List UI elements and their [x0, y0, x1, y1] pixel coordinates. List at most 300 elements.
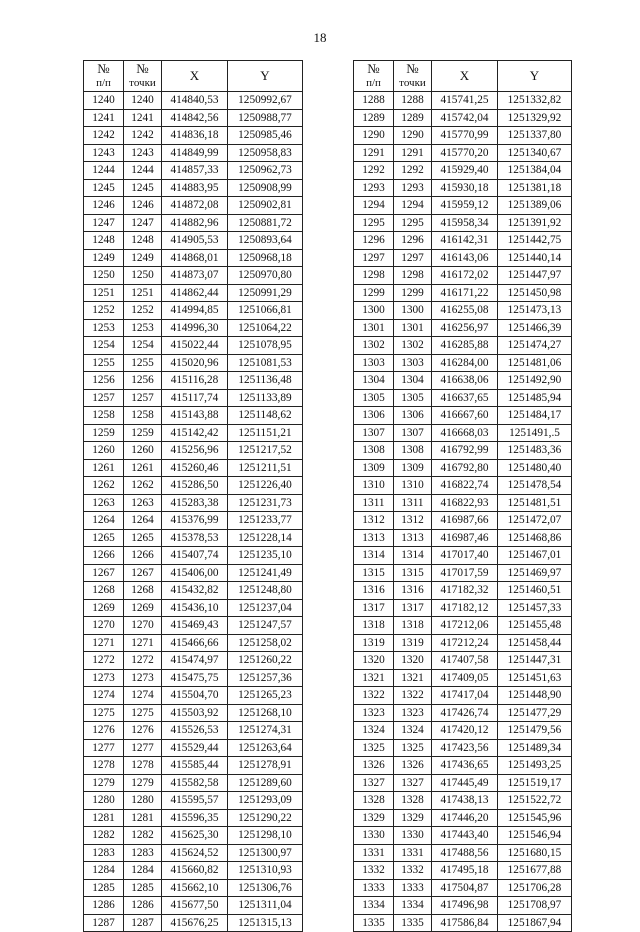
cell-point-number: 1333	[394, 879, 432, 897]
cell-y: 1251708,97	[498, 897, 572, 915]
table-row	[354, 459, 572, 477]
table-row	[354, 634, 572, 652]
cell-x: 415466,66	[162, 634, 228, 652]
cell-row-number: 1246	[84, 197, 124, 215]
table-row	[84, 389, 303, 407]
cell-point-number: 1289	[394, 109, 432, 127]
cell-row-number: 1273	[84, 669, 124, 687]
cell-x: 415432,82	[162, 582, 228, 600]
cell-x: 416792,80	[432, 459, 498, 477]
cell-y: 1251151,21	[228, 424, 303, 442]
cell-row-number: 1256	[84, 372, 124, 390]
cell-x: 414840,53	[162, 92, 228, 110]
cell-y: 1251290,22	[228, 809, 303, 827]
cell-x: 415662,10	[162, 879, 228, 897]
cell-point-number: 1293	[394, 179, 432, 197]
cell-y: 1250902,81	[228, 197, 303, 215]
cell-x: 415624,52	[162, 844, 228, 862]
cell-row-number: 1303	[354, 354, 394, 372]
cell-row-number: 1247	[84, 214, 124, 232]
cell-x: 417436,65	[432, 757, 498, 775]
header-y: Y	[228, 61, 303, 92]
table-row	[354, 214, 572, 232]
table-row	[84, 792, 303, 810]
cell-y: 1251481,51	[498, 494, 572, 512]
cell-x: 414842,56	[162, 109, 228, 127]
table-row	[354, 512, 572, 530]
cell-point-number: 1243	[124, 144, 162, 162]
cell-point-number: 1331	[394, 844, 432, 862]
table-row	[84, 774, 303, 792]
cell-row-number: 1292	[354, 162, 394, 180]
cell-point-number: 1271	[124, 634, 162, 652]
cell-y: 1251332,82	[498, 92, 572, 110]
cell-row-number: 1326	[354, 757, 394, 775]
cell-y: 1251133,89	[228, 389, 303, 407]
cell-y: 1251473,13	[498, 302, 572, 320]
cell-point-number: 1288	[394, 92, 432, 110]
cell-y: 1251337,80	[498, 127, 572, 145]
cell-row-number: 1259	[84, 424, 124, 442]
cell-y: 1251491,.5	[498, 424, 572, 442]
cell-point-number: 1316	[394, 582, 432, 600]
cell-point-number: 1320	[394, 652, 432, 670]
cell-point-number: 1273	[124, 669, 162, 687]
cell-x: 417445,49	[432, 774, 498, 792]
cell-row-number: 1293	[354, 179, 394, 197]
cell-y: 1250893,64	[228, 232, 303, 250]
cell-x: 417407,58	[432, 652, 498, 670]
table-row	[354, 757, 572, 775]
cell-point-number: 1307	[394, 424, 432, 442]
cell-y: 1251519,17	[498, 774, 572, 792]
cell-point-number: 1328	[394, 792, 432, 810]
table-row	[84, 599, 303, 617]
cell-row-number: 1294	[354, 197, 394, 215]
cell-point-number: 1270	[124, 617, 162, 635]
cell-x: 416142,31	[432, 232, 498, 250]
cell-y: 1251455,48	[498, 617, 572, 635]
cell-row-number: 1306	[354, 407, 394, 425]
cell-x: 417488,56	[432, 844, 498, 862]
table-row	[354, 564, 572, 582]
table-row	[354, 424, 572, 442]
table-row	[84, 127, 303, 145]
cell-point-number: 1291	[394, 144, 432, 162]
cell-y: 1250991,29	[228, 284, 303, 302]
table-row	[84, 827, 303, 845]
cell-row-number: 1282	[84, 827, 124, 845]
cell-point-number: 1256	[124, 372, 162, 390]
cell-row-number: 1313	[354, 529, 394, 547]
cell-point-number: 1247	[124, 214, 162, 232]
cell-row-number: 1300	[354, 302, 394, 320]
table-row	[354, 722, 572, 740]
cell-x: 417423,56	[432, 739, 498, 757]
cell-y: 1251329,92	[498, 109, 572, 127]
table-row	[354, 372, 572, 390]
cell-row-number: 1298	[354, 267, 394, 285]
cell-x: 415503,92	[162, 704, 228, 722]
cell-x: 415504,70	[162, 687, 228, 705]
table-row	[354, 442, 572, 460]
cell-x: 415474,97	[162, 652, 228, 670]
cell-row-number: 1278	[84, 757, 124, 775]
cell-x: 415260,46	[162, 459, 228, 477]
cell-y: 1251226,40	[228, 477, 303, 495]
cell-point-number: 1283	[124, 844, 162, 862]
table-row	[84, 897, 303, 915]
table-row	[354, 739, 572, 757]
cell-y: 1251310,93	[228, 862, 303, 880]
cell-point-number: 1313	[394, 529, 432, 547]
table-row	[84, 862, 303, 880]
cell-point-number: 1261	[124, 459, 162, 477]
cell-point-number: 1287	[124, 914, 162, 932]
cell-x: 417212,06	[432, 617, 498, 635]
cell-y: 1251258,02	[228, 634, 303, 652]
cell-row-number: 1301	[354, 319, 394, 337]
cell-point-number: 1278	[124, 757, 162, 775]
cell-row-number: 1257	[84, 389, 124, 407]
table-row	[84, 232, 303, 250]
cell-y: 1250992,67	[228, 92, 303, 110]
cell-row-number: 1276	[84, 722, 124, 740]
cell-x: 415677,50	[162, 897, 228, 915]
cell-x: 414882,96	[162, 214, 228, 232]
cell-point-number: 1330	[394, 827, 432, 845]
cell-x: 414836,18	[162, 127, 228, 145]
cell-row-number: 1277	[84, 739, 124, 757]
cell-x: 414996,30	[162, 319, 228, 337]
table-row	[84, 687, 303, 705]
cell-y: 1251078,95	[228, 337, 303, 355]
cell-y: 1251472,07	[498, 512, 572, 530]
cell-x: 415582,58	[162, 774, 228, 792]
table-row	[354, 302, 572, 320]
cell-x: 415959,12	[432, 197, 498, 215]
cell-y: 1251300,97	[228, 844, 303, 862]
cell-x: 417496,98	[432, 897, 498, 915]
cell-x: 416637,65	[432, 389, 498, 407]
cell-point-number: 1290	[394, 127, 432, 145]
cell-point-number: 1323	[394, 704, 432, 722]
cell-y: 1251257,36	[228, 669, 303, 687]
cell-point-number: 1304	[394, 372, 432, 390]
cell-y: 1251311,04	[228, 897, 303, 915]
cell-point-number: 1315	[394, 564, 432, 582]
cell-point-number: 1246	[124, 197, 162, 215]
cell-y: 1251391,92	[498, 214, 572, 232]
cell-point-number: 1300	[394, 302, 432, 320]
cell-point-number: 1306	[394, 407, 432, 425]
cell-point-number: 1312	[394, 512, 432, 530]
cell-x: 415585,44	[162, 757, 228, 775]
cell-row-number: 1322	[354, 687, 394, 705]
cell-point-number: 1305	[394, 389, 432, 407]
cell-x: 417182,12	[432, 599, 498, 617]
cell-x: 415958,34	[432, 214, 498, 232]
cell-x: 414857,33	[162, 162, 228, 180]
table-row	[354, 284, 572, 302]
cell-x: 417417,04	[432, 687, 498, 705]
cell-y: 1251480,40	[498, 459, 572, 477]
cell-y: 1251546,94	[498, 827, 572, 845]
cell-x: 417212,24	[432, 634, 498, 652]
cell-row-number: 1287	[84, 914, 124, 932]
cell-y: 1251474,27	[498, 337, 572, 355]
cell-row-number: 1245	[84, 179, 124, 197]
cell-point-number: 1299	[394, 284, 432, 302]
cell-row-number: 1323	[354, 704, 394, 722]
cell-y: 1250908,99	[228, 179, 303, 197]
cell-point-number: 1264	[124, 512, 162, 530]
cell-point-number: 1259	[124, 424, 162, 442]
table-row	[354, 844, 572, 862]
cell-y: 1251484,17	[498, 407, 572, 425]
cell-y: 1251231,73	[228, 494, 303, 512]
cell-y: 1251677,88	[498, 862, 572, 880]
cell-x: 416822,74	[432, 477, 498, 495]
cell-point-number: 1272	[124, 652, 162, 670]
table-row	[354, 879, 572, 897]
table-row	[84, 757, 303, 775]
cell-x: 417420,12	[432, 722, 498, 740]
cell-y: 1251522,72	[498, 792, 572, 810]
table-row	[354, 617, 572, 635]
cell-x: 417017,40	[432, 547, 498, 565]
table-row	[84, 722, 303, 740]
cell-y: 1251442,75	[498, 232, 572, 250]
table-row	[354, 407, 572, 425]
cell-row-number: 1267	[84, 564, 124, 582]
cell-point-number: 1280	[124, 792, 162, 810]
cell-y: 1251248,80	[228, 582, 303, 600]
cell-x: 415660,82	[162, 862, 228, 880]
cell-row-number: 1286	[84, 897, 124, 915]
cell-row-number: 1290	[354, 127, 394, 145]
cell-row-number: 1258	[84, 407, 124, 425]
cell-point-number: 1275	[124, 704, 162, 722]
cell-point-number: 1314	[394, 547, 432, 565]
cell-x: 417017,59	[432, 564, 498, 582]
table-row	[354, 669, 572, 687]
cell-row-number: 1251	[84, 284, 124, 302]
cell-y: 1251289,60	[228, 774, 303, 792]
table-row	[84, 512, 303, 530]
cell-y: 1251489,34	[498, 739, 572, 757]
cell-point-number: 1262	[124, 477, 162, 495]
cell-row-number: 1310	[354, 477, 394, 495]
cell-point-number: 1248	[124, 232, 162, 250]
cell-y: 1251247,57	[228, 617, 303, 635]
cell-point-number: 1285	[124, 879, 162, 897]
table-row	[84, 442, 303, 460]
table-row	[354, 92, 572, 110]
cell-point-number: 1296	[394, 232, 432, 250]
cell-y: 1251148,62	[228, 407, 303, 425]
cell-row-number: 1243	[84, 144, 124, 162]
cell-y: 1251306,76	[228, 879, 303, 897]
cell-y: 1251469,97	[498, 564, 572, 582]
cell-row-number: 1249	[84, 249, 124, 267]
cell-y: 1250962,73	[228, 162, 303, 180]
cell-y: 1251263,64	[228, 739, 303, 757]
cell-point-number: 1260	[124, 442, 162, 460]
table-row	[84, 582, 303, 600]
cell-y: 1251477,29	[498, 704, 572, 722]
cell-y: 1251447,97	[498, 267, 572, 285]
cell-y: 1251293,09	[228, 792, 303, 810]
table-row	[354, 914, 572, 932]
cell-row-number: 1333	[354, 879, 394, 897]
table-row	[354, 249, 572, 267]
cell-y: 1251315,13	[228, 914, 303, 932]
cell-y: 1251479,56	[498, 722, 572, 740]
cell-x: 415407,74	[162, 547, 228, 565]
cell-point-number: 1301	[394, 319, 432, 337]
cell-x: 417495,18	[432, 862, 498, 880]
cell-x: 415469,43	[162, 617, 228, 635]
cell-x: 414873,07	[162, 267, 228, 285]
cell-y: 1250958,83	[228, 144, 303, 162]
cell-y: 1251468,86	[498, 529, 572, 547]
cell-point-number: 1257	[124, 389, 162, 407]
cell-x: 414905,53	[162, 232, 228, 250]
table-row	[354, 529, 572, 547]
cell-row-number: 1264	[84, 512, 124, 530]
cell-y: 1251478,54	[498, 477, 572, 495]
table-row	[354, 337, 572, 355]
cell-point-number: 1292	[394, 162, 432, 180]
cell-point-number: 1251	[124, 284, 162, 302]
cell-row-number: 1271	[84, 634, 124, 652]
cell-y: 1251440,14	[498, 249, 572, 267]
table-row	[84, 109, 303, 127]
table-row	[84, 477, 303, 495]
cell-x: 415741,25	[432, 92, 498, 110]
table-row	[84, 652, 303, 670]
cell-x: 416285,88	[432, 337, 498, 355]
cell-point-number: 1258	[124, 407, 162, 425]
table-row	[84, 739, 303, 757]
cell-y: 1250988,77	[228, 109, 303, 127]
table-row	[354, 197, 572, 215]
cell-x: 417446,20	[432, 809, 498, 827]
cell-point-number: 1325	[394, 739, 432, 757]
cell-row-number: 1270	[84, 617, 124, 635]
cell-row-number: 1304	[354, 372, 394, 390]
cell-y: 1251274,31	[228, 722, 303, 740]
cell-y: 1251235,10	[228, 547, 303, 565]
cell-row-number: 1281	[84, 809, 124, 827]
header-row-number: № п/п	[84, 61, 124, 92]
cell-row-number: 1296	[354, 232, 394, 250]
cell-x: 415436,10	[162, 599, 228, 617]
cell-row-number: 1268	[84, 582, 124, 600]
cell-point-number: 1322	[394, 687, 432, 705]
cell-row-number: 1307	[354, 424, 394, 442]
cell-row-number: 1250	[84, 267, 124, 285]
cell-x: 415770,99	[432, 127, 498, 145]
cell-row-number: 1327	[354, 774, 394, 792]
cell-row-number: 1269	[84, 599, 124, 617]
table-row	[84, 162, 303, 180]
coordinates-table-right	[353, 60, 572, 932]
cell-row-number: 1255	[84, 354, 124, 372]
cell-x: 416256,97	[432, 319, 498, 337]
table-row	[84, 547, 303, 565]
table-row	[84, 634, 303, 652]
cell-x: 415676,25	[162, 914, 228, 932]
table-row	[84, 529, 303, 547]
cell-x: 414994,85	[162, 302, 228, 320]
cell-x: 417426,74	[432, 704, 498, 722]
cell-y: 1251340,67	[498, 144, 572, 162]
cell-y: 1251268,10	[228, 704, 303, 722]
table-row	[354, 179, 572, 197]
cell-y: 1251265,23	[228, 687, 303, 705]
cell-point-number: 1324	[394, 722, 432, 740]
cell-point-number: 1303	[394, 354, 432, 372]
table-row	[84, 704, 303, 722]
table-row	[84, 372, 303, 390]
cell-row-number: 1262	[84, 477, 124, 495]
cell-row-number: 1253	[84, 319, 124, 337]
table-row	[84, 407, 303, 425]
cell-row-number: 1265	[84, 529, 124, 547]
cell-y: 1251389,06	[498, 197, 572, 215]
cell-point-number: 1326	[394, 757, 432, 775]
cell-point-number: 1335	[394, 914, 432, 932]
cell-y: 1251278,91	[228, 757, 303, 775]
table-row	[354, 127, 572, 145]
cell-row-number: 1319	[354, 634, 394, 652]
table-row	[84, 214, 303, 232]
table-row	[354, 494, 572, 512]
table-row	[354, 862, 572, 880]
table-row	[84, 879, 303, 897]
cell-x: 417586,84	[432, 914, 498, 932]
cell-point-number: 1295	[394, 214, 432, 232]
cell-y: 1251298,10	[228, 827, 303, 845]
table-row	[84, 319, 303, 337]
table-row	[84, 179, 303, 197]
cell-y: 1250985,46	[228, 127, 303, 145]
table-row	[354, 547, 572, 565]
cell-y: 1251228,14	[228, 529, 303, 547]
table-row	[84, 284, 303, 302]
cell-row-number: 1297	[354, 249, 394, 267]
table-row	[354, 354, 572, 372]
cell-row-number: 1261	[84, 459, 124, 477]
table-row	[84, 617, 303, 635]
cell-point-number: 1263	[124, 494, 162, 512]
cell-x: 415529,44	[162, 739, 228, 757]
cell-row-number: 1329	[354, 809, 394, 827]
cell-point-number: 1279	[124, 774, 162, 792]
cell-y: 1251064,22	[228, 319, 303, 337]
cell-x: 414883,95	[162, 179, 228, 197]
cell-x: 415475,75	[162, 669, 228, 687]
cell-row-number: 1299	[354, 284, 394, 302]
cell-x: 415143,88	[162, 407, 228, 425]
cell-y: 1251447,31	[498, 652, 572, 670]
cell-point-number: 1319	[394, 634, 432, 652]
cell-y: 1251384,04	[498, 162, 572, 180]
cell-point-number: 1268	[124, 582, 162, 600]
cell-row-number: 1279	[84, 774, 124, 792]
